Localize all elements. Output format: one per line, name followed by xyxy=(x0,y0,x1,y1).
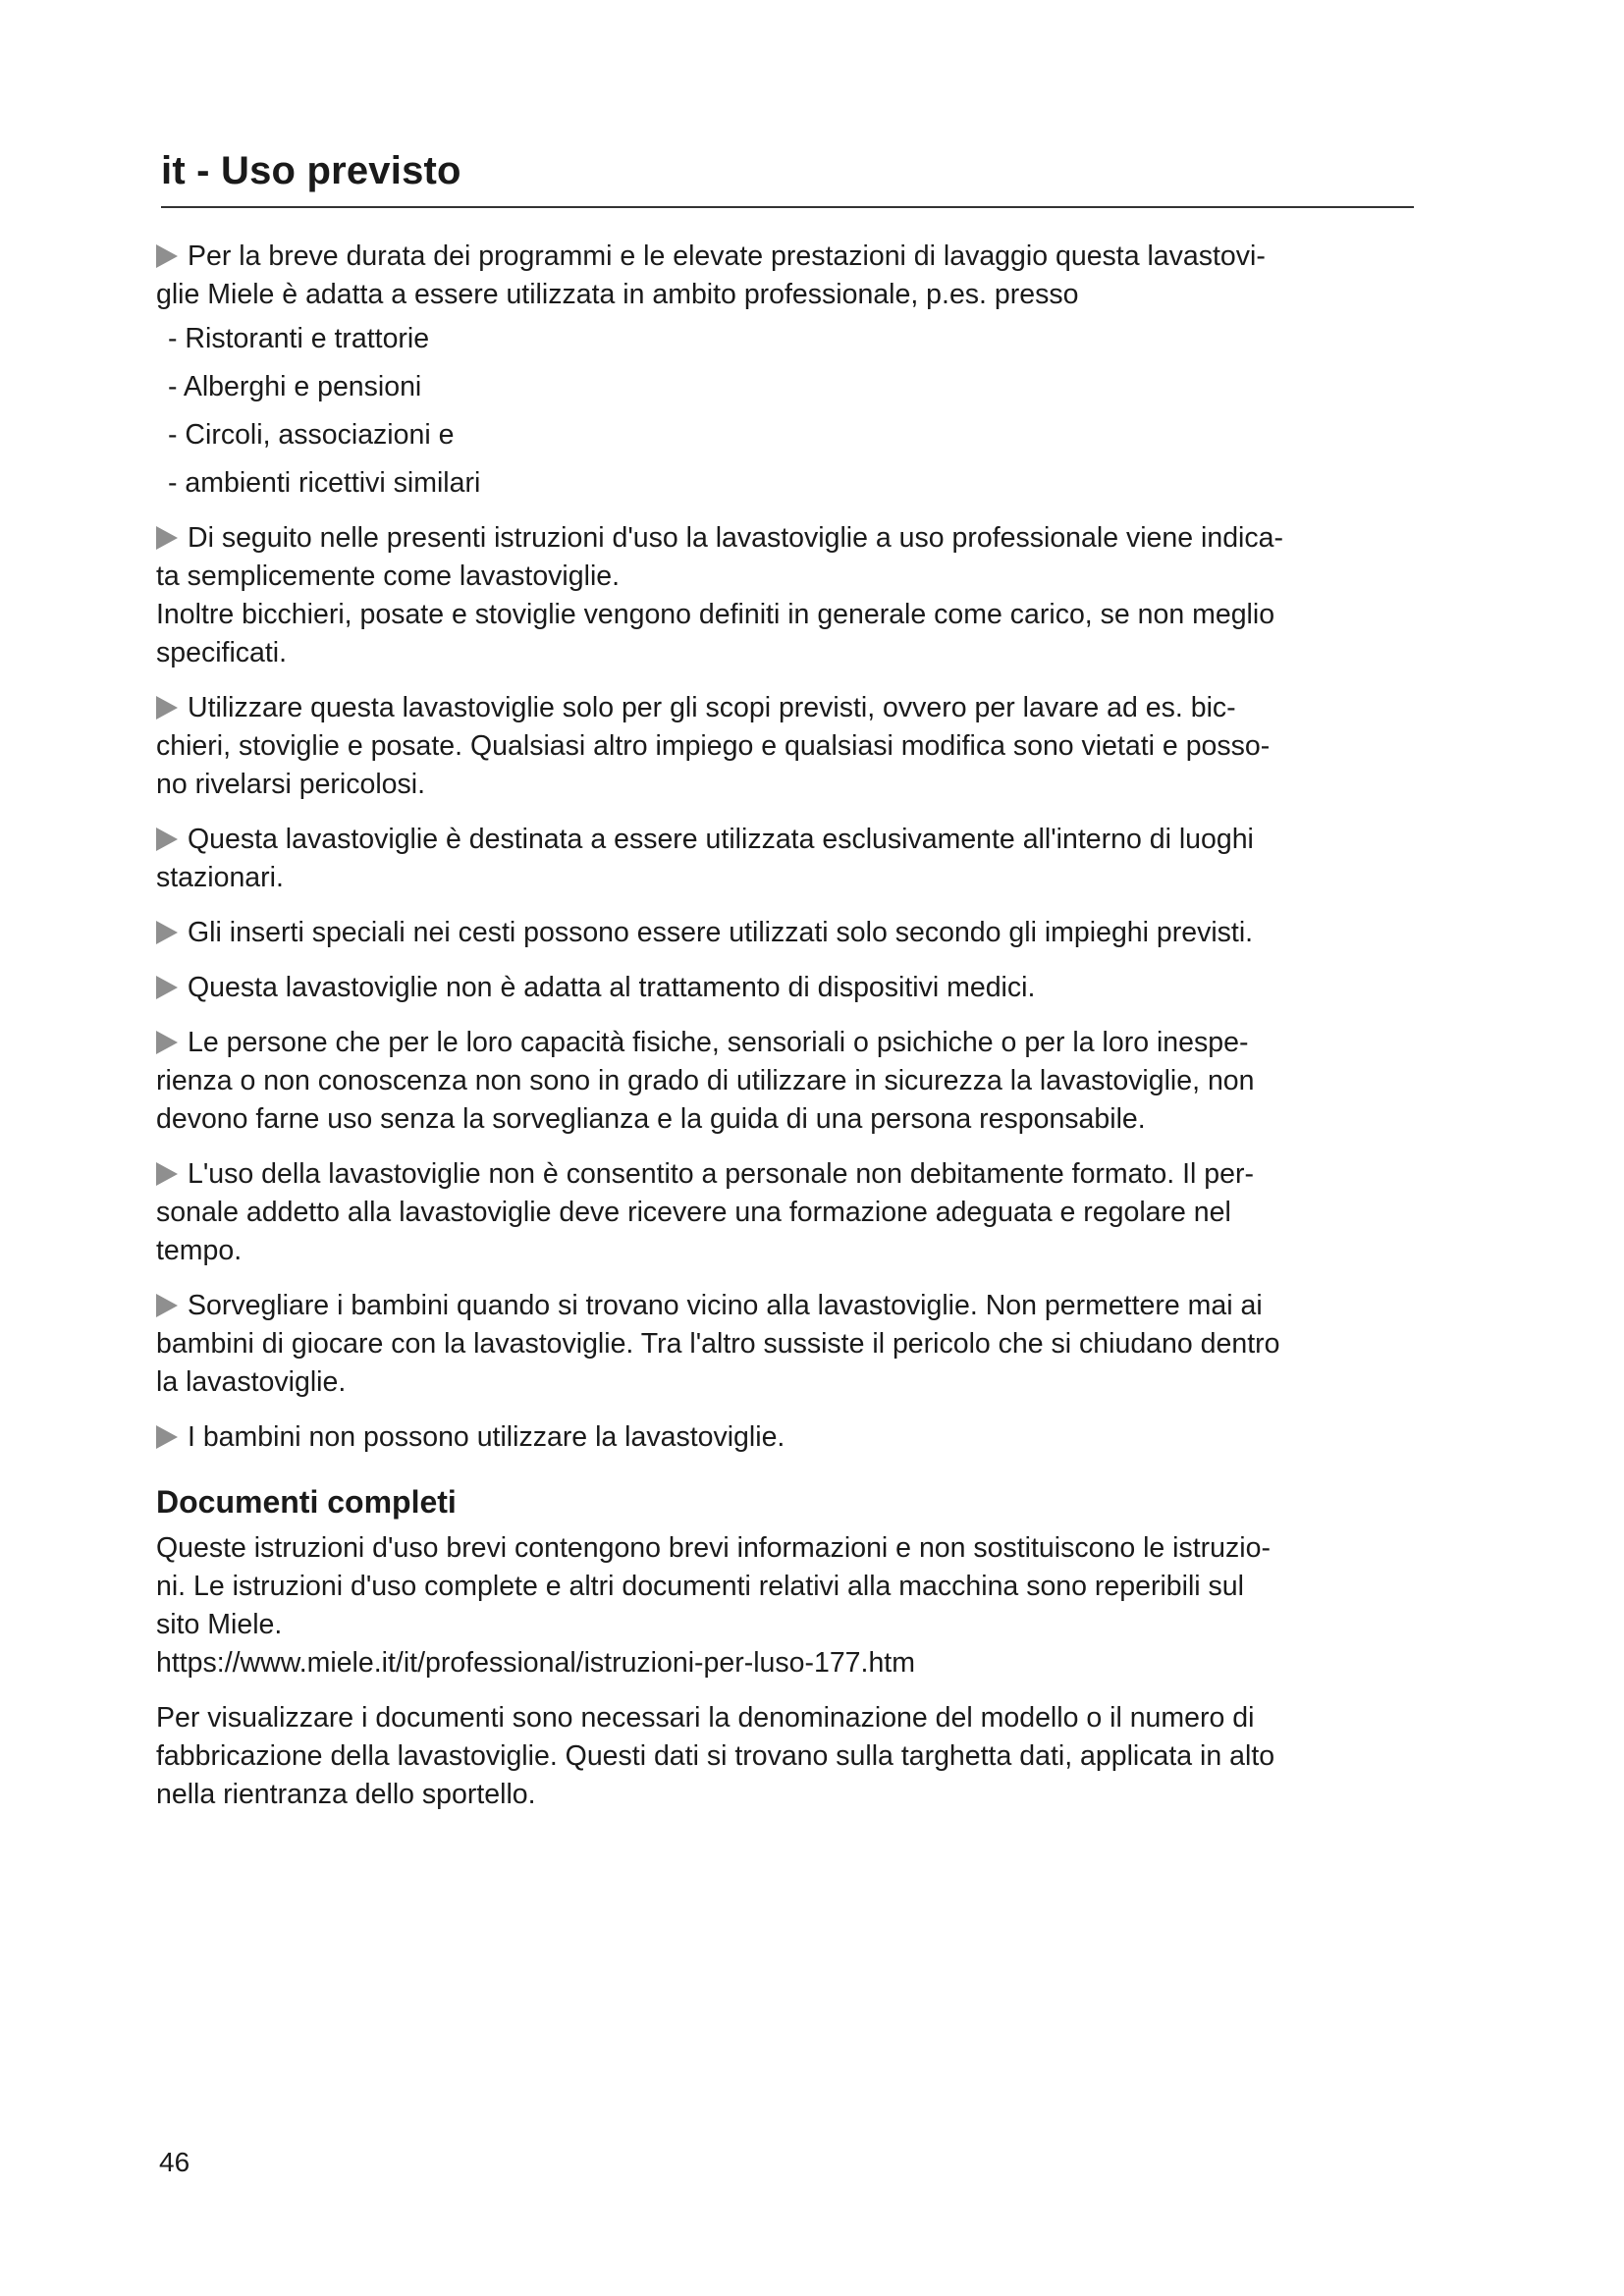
triangle-bullet-icon xyxy=(156,244,178,268)
paragraph-line: rienza o non conoscenza non sono in grado di utilizzare in sicurezza la lavastoviglie, non xyxy=(156,1065,1255,1096)
paragraph-line: glie Miele è adatta a essere utilizzata in ambito professionale, p.es. presso xyxy=(156,279,1079,310)
paragraph-line: specificati. xyxy=(156,637,288,668)
usage-paragraph xyxy=(156,1287,1423,1402)
paragraph-line: sonale addetto alla lavastoviglie deve ricevere una formazione adeguata e regolare nel xyxy=(156,1197,1231,1228)
venue-list xyxy=(156,320,1423,503)
list-item: - Circoli, associazioni e xyxy=(168,419,455,451)
title-divider xyxy=(161,206,1414,208)
usage-paragraph xyxy=(156,914,1423,952)
usage-paragraph xyxy=(156,1155,1423,1270)
list-item: - Alberghi e pensioni xyxy=(168,371,422,402)
paragraph-line: Sorvegliare i bambini quando si trovano vicino alla lavastoviglie. Non permettere mai ai xyxy=(156,1287,1423,1325)
documents-url: https://www.miele.it/it/professional/istruzioni-per-luso-177.htm xyxy=(156,1647,915,1679)
triangle-bullet-icon xyxy=(156,696,178,720)
triangle-bullet-icon xyxy=(156,1425,178,1449)
page-number: 46 xyxy=(159,2147,190,2177)
usage-paragraph xyxy=(156,821,1423,897)
paragraph-line: L'uso della lavastoviglie non è consentito a personale non debitamente formato. Il per- xyxy=(156,1155,1423,1194)
usage-paragraph xyxy=(156,1024,1423,1139)
usage-paragraph xyxy=(156,689,1423,804)
paragraph-line: chieri, stoviglie e posate. Qualsiasi altro impiego e qualsiasi modifica sono vietati e posso- xyxy=(156,730,1271,762)
paragraph-line: sito Miele. xyxy=(156,1609,283,1640)
usage-paragraph xyxy=(156,519,1423,672)
documents-paragraph xyxy=(156,1529,1423,1682)
paragraph-line: Inoltre bicchieri, posate e stoviglie vengono definiti in generale come carico, se non meglio xyxy=(156,599,1275,630)
intro-paragraph xyxy=(156,238,1423,314)
paragraph-line: stazionari. xyxy=(156,862,284,893)
paragraph-line: Le persone che per le loro capacità fisiche, sensoriali o psichiche o per la loro inespe- xyxy=(156,1024,1423,1062)
usage-paragraph xyxy=(156,1418,1423,1457)
list-item: - ambienti ricettivi similari xyxy=(168,467,481,499)
paragraph-line: Per visualizzare i documenti sono necessari la denominazione del modello o il numero di xyxy=(156,1702,1255,1734)
page-content xyxy=(156,238,1423,1831)
section-heading: Documenti completi xyxy=(156,1484,457,1520)
triangle-bullet-icon xyxy=(156,1294,178,1317)
paragraph-line: bambini di giocare con la lavastoviglie. Tra l'altro sussiste il pericolo che si chiudano dentro xyxy=(156,1328,1280,1360)
paragraph-line: no rivelarsi pericolosi. xyxy=(156,769,426,800)
paragraph-line: I bambini non possono utilizzare la lavastoviglie. xyxy=(156,1418,1423,1457)
paragraph-line: devono farne uso senza la sorveglianza e la guida di una persona responsabile. xyxy=(156,1103,1146,1135)
paragraph-line: Di seguito nelle presenti istruzioni d'uso la lavastoviglie a uso professionale viene indica- xyxy=(156,519,1423,558)
triangle-bullet-icon xyxy=(156,1162,178,1186)
paragraph-line: ni. Le istruzioni d'uso complete e altri documenti relativi alla macchina sono reperibili sul xyxy=(156,1571,1244,1602)
paragraph-line: Queste istruzioni d'uso brevi contengono brevi informazioni e non sostituiscono le istruzio- xyxy=(156,1532,1271,1564)
triangle-bullet-icon xyxy=(156,976,178,999)
paragraph-line: nella rientranza dello sportello. xyxy=(156,1779,536,1810)
paragraph-line: ta semplicemente come lavastoviglie. xyxy=(156,561,621,592)
paragraph-line: la lavastoviglie. xyxy=(156,1366,347,1398)
paragraph-line: Utilizzare questa lavastoviglie solo per gli scopi previsti, ovvero per lavare ad es. bic- xyxy=(156,689,1423,727)
usage-paragraph xyxy=(156,969,1423,1007)
paragraph-line: Gli inserti speciali nei cesti possono essere utilizzati solo secondo gli impieghi previsti. xyxy=(156,914,1423,952)
documents-paragraph xyxy=(156,1699,1423,1814)
triangle-bullet-icon xyxy=(156,1031,178,1054)
list-item: - Ristoranti e trattorie xyxy=(168,323,430,354)
triangle-bullet-icon xyxy=(156,921,178,944)
paragraph-line: Per la breve durata dei programmi e le elevate prestazioni di lavaggio questa lavastovi- xyxy=(156,238,1423,276)
paragraph-line: tempo. xyxy=(156,1235,243,1266)
triangle-bullet-icon xyxy=(156,828,178,851)
paragraph-line: fabbricazione della lavastoviglie. Questi dati si trovano sulla targhetta dati, applicata in alto xyxy=(156,1740,1275,1772)
paragraph-line: Questa lavastoviglie è destinata a essere utilizzata esclusivamente all'interno di luoghi xyxy=(156,821,1423,859)
page-title: it - Uso previsto xyxy=(161,149,461,192)
triangle-bullet-icon xyxy=(156,526,178,550)
paragraph-line: Questa lavastoviglie non è adatta al trattamento di dispositivi medici. xyxy=(156,969,1423,1007)
